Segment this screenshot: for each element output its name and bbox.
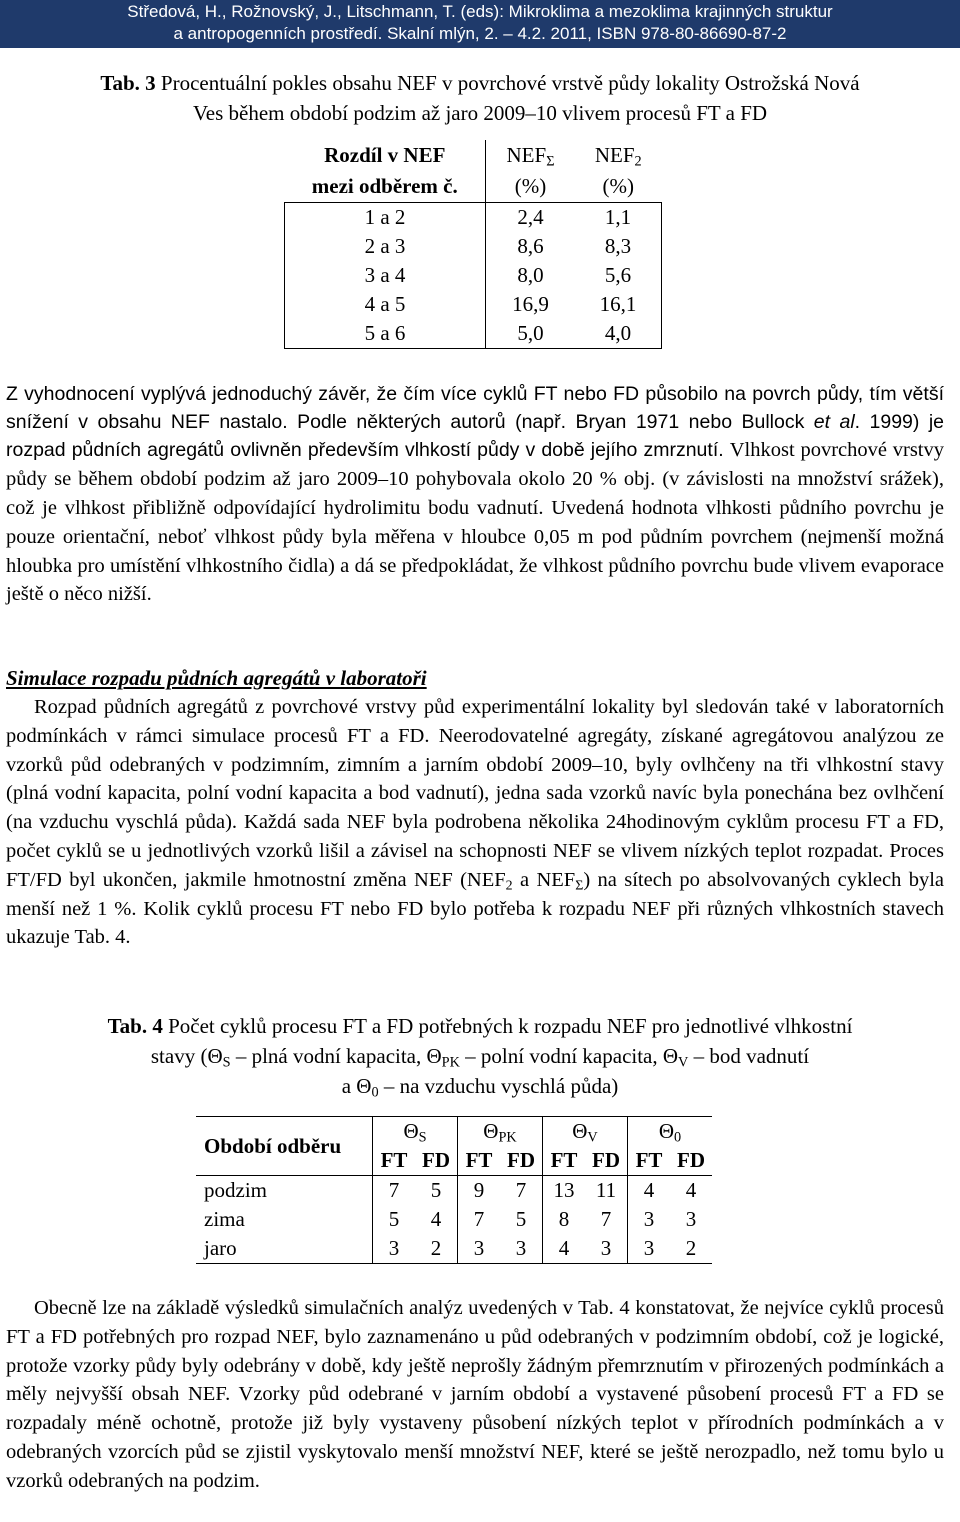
- paragraph-2: Rozpad půdních agregátů z povrchové vrstvy půd experimentální lokality byl sledován také v laboratorních podmínkách v rámci simulace procesů FT a FD. Neerodovatelné agregáty, získané agregátovou analýzou ze vzorků půd odebraných v podzimním, zimním a jarním období 2009–10, byly ovlhčeny na tři vlhkostní stavy (plná vodní kapacita, polní vodní kapacita a bod vadnutí), jedna sada vzorků navíc byla ponechána bez ovlhčení (na vzduchu vyschlá půda). Každá sada NEF byla podrobena několika 24hodinovým cyklům procesu FT a FD, počet cyklů se u jednotlivých vzorků lišil a závisel na schopnosti NEF se vlivem nízkých teplot rozpadat. Proces FT/FD byl ukončen, jakmile hmotnostní změna NEF ($NEF_2$ a $NEF_\Sigma$) na sítech po absolvovaných cyklech byla menší než 1 %. Kolik cyklů procesu FT nebo FD bylo potřeba k rozpadu NEF při různých vlhkostních stavech ukazuje Tab. 4.: [6, 696, 945, 949]
- tab3-header-col2-unit: (%): [486, 171, 576, 203]
- tab4-cell: 3: [628, 1234, 671, 1264]
- tab3-cell: 3 a 4: [285, 261, 486, 290]
- tab3-cell: 4 a 5: [285, 290, 486, 319]
- tab3-cell: 16,1: [575, 290, 661, 319]
- tab4-fd-header: FD: [500, 1146, 543, 1176]
- table-row: [285, 203, 662, 233]
- tab4-cell: 7: [458, 1205, 501, 1234]
- tab3-table: [284, 140, 662, 349]
- tab4-cell: 3: [373, 1234, 416, 1264]
- tab4-cell: 3: [500, 1234, 543, 1264]
- tab4-ft-header: FT: [543, 1146, 586, 1176]
- tab4-cell: 7: [373, 1176, 416, 1206]
- header-line-1: Středová, H., Rožnovský, J., Litschmann, T. (eds): Mikroklima a mezoklima krajinných struktur: [127, 2, 833, 21]
- table-row: [196, 1234, 712, 1264]
- table-row: [285, 232, 662, 261]
- table-row: [285, 290, 662, 319]
- tab4-caption: Tab. 4 Počet cyklů procesu FT a FD potřebných k rozpadu NEF pro jednotlivé vlhkostní stavy ($\Theta_S$ – plná vodní kapacita, $\Theta_{PK}$ – polní vodní kapacita, $\Theta_V$ – bod vadnutí a $\Theta_0$ – na vzduchu vyschlá půda): [107, 1014, 853, 1101]
- tab3-cell: 5 a 6: [285, 319, 486, 349]
- tab4-row-label: zima: [204, 1207, 245, 1231]
- tab3-cell: 8,3: [575, 232, 661, 261]
- tab4-caption-label: Tab. 4: [107, 1014, 163, 1038]
- tab3-cell: 2,4: [517, 205, 544, 229]
- tab4-cell: 4: [685, 1178, 697, 1202]
- table-row: [285, 319, 662, 349]
- tab4-group-header: $\Theta_{PK}$: [458, 1117, 543, 1147]
- tab4-cell: 4: [628, 1176, 671, 1206]
- tab3-header-col3-unit: (%): [575, 171, 661, 203]
- header-line-2: a antropogenních prostředí. Skalní mlýn, 2. – 4.2. 2011, ISBN 978-80-86690-87-2: [173, 24, 787, 43]
- tab4-group-header: $\Theta_0$: [628, 1117, 713, 1147]
- tab4-cell: 2: [670, 1234, 712, 1264]
- tab4-table: [196, 1116, 712, 1264]
- tab4-cell: 5: [373, 1205, 416, 1234]
- tab3-header-col1-l2: mezi odběrem č.: [285, 171, 486, 203]
- tab3-header-col2-l1: $NEF_\Sigma$: [506, 143, 555, 170]
- tab4-cell: 9: [458, 1176, 501, 1206]
- table-row: [285, 261, 662, 290]
- tab3-cell: 8,6: [517, 234, 544, 258]
- tab4-cell: 3: [458, 1234, 501, 1264]
- tab4-fd-header: FD: [585, 1146, 628, 1176]
- tab4-cell: 5: [515, 1207, 527, 1231]
- tab3-cell: 4,0: [575, 319, 661, 349]
- tab4-period-header: Období odběru: [196, 1117, 373, 1176]
- tab4-row-label: jaro: [196, 1234, 373, 1264]
- tab3-cell: 1 a 2: [285, 203, 486, 233]
- tab4-cell: 11: [595, 1178, 617, 1202]
- paragraph-3: Obecně lze na základě výsledků simulačních analýz uvedených v Tab. 4 konstatovat, že nejvíce cyklů procesů FT a FD potřebných pro rozpad NEF, bylo zaznamenáno u půd odebraných v podzimním období, což je logické, protože vzorky půdy byly odebrány v době, kdy ještě neprošly žádným přemrznutím v přirozených podmínkách a měly nejvyšší obsah NEF. Vzorky půd odebrané v jarním období a vystavené působení procesů FT a FD se rozpadaly méně ochotně, protože již byly vystaveny působení nízkých teplot v přírodních podmínkách a v odebraných vzorcích půd se zjistil vyskytovalo menší množství NEF, které se ještě nerozpadlo, než tomu bylo u vzorků odebraných na podzim.: [6, 1297, 944, 1492]
- tab4-cell: 3: [628, 1205, 671, 1234]
- tab4-cell: 4: [430, 1207, 442, 1231]
- paragraph-1: Z vyhodnocení vyplývá jednoduchý závěr, že čím více cyklů FT nebo FD působilo na povrch půdy, tím větší snížení v obsahu NEF nastalo. Podle některých autorů (např. Bryan 1971 nebo Bullock et al. 1999) je rozpad půdních agregátů ovlivněn především vlhkostí půdy v době jejího zmrznutí. Vlhkost povrchové vrstvy půdy se během období podzim až jaro 2009–10 pohybovala okolo 20 % obj. (v závislosti na množství srážek), což je vlhkost přibližně odpovídající hydrolimitu bodu vadnutí. Uvedená hodnota vlhkosti půdního povrchu je pouze orientační, neboť vlhkost půdy byla měřena v hloubce 0,05 m pod půdním povrchem (nejmenší možná hloubka pro umístění vlhkostního čidla) a dá se předpokládat, že vlhkost půdního povrchu bude vlivem evaporace ještě o něco nižší.: [6, 383, 945, 606]
- tab3-cell: 2 a 3: [285, 232, 486, 261]
- tab3-caption-line2: Ves během období podzim až jaro 2009–10 vlivem procesů FT a FD: [192, 101, 768, 125]
- tab4-cell: 13: [543, 1176, 586, 1206]
- tab3-cell: 5,6: [575, 261, 661, 290]
- tab4-cell: 7: [600, 1207, 612, 1231]
- tab4-group-header: $\Theta_S$: [373, 1117, 458, 1147]
- tab3-cell: 5,0: [486, 319, 576, 349]
- tab3-cell: 1,1: [575, 203, 661, 233]
- tab4-ft-header: FT: [628, 1146, 671, 1176]
- tab4-ft-header: FT: [458, 1146, 501, 1176]
- tab4-fd-header: FD: [415, 1146, 458, 1176]
- tab4-fd-header: FD: [670, 1146, 712, 1176]
- tab4-cell: 3: [685, 1207, 697, 1231]
- tab3-caption-label: Tab. 3: [100, 71, 156, 95]
- table-row: [196, 1205, 712, 1234]
- tab4-cell: 2: [415, 1234, 458, 1264]
- tab3-caption-line1: Procentuální pokles obsahu NEF v povrchové vrstvě půdy lokality Ostrožská Nová: [155, 71, 860, 95]
- tab3-caption: [40, 68, 920, 128]
- tab3-header-col1-l1: Rozdíl v NEF: [285, 140, 486, 171]
- tab3-header-col3-l1: $NEF_2$: [594, 143, 642, 170]
- tab4-group-header: $\Theta_V$: [543, 1117, 628, 1147]
- tab4-row-label: podzim: [204, 1178, 267, 1202]
- tab4-ft-header: FT: [373, 1146, 416, 1176]
- tab4-cell: 7: [515, 1178, 527, 1202]
- tab4-cell: 8: [543, 1205, 586, 1234]
- section-heading: Simulace rozpadu půdních agregátů v laboratoři: [6, 666, 427, 690]
- tab4-cell: 3: [585, 1234, 628, 1264]
- tab4-cell: 5: [430, 1178, 442, 1202]
- table-row: [196, 1176, 712, 1206]
- tab3-cell: 16,9: [512, 292, 549, 316]
- tab3-cell: 8,0: [517, 263, 544, 287]
- tab4-cell: 4: [543, 1234, 586, 1264]
- page-header: [0, 0, 960, 48]
